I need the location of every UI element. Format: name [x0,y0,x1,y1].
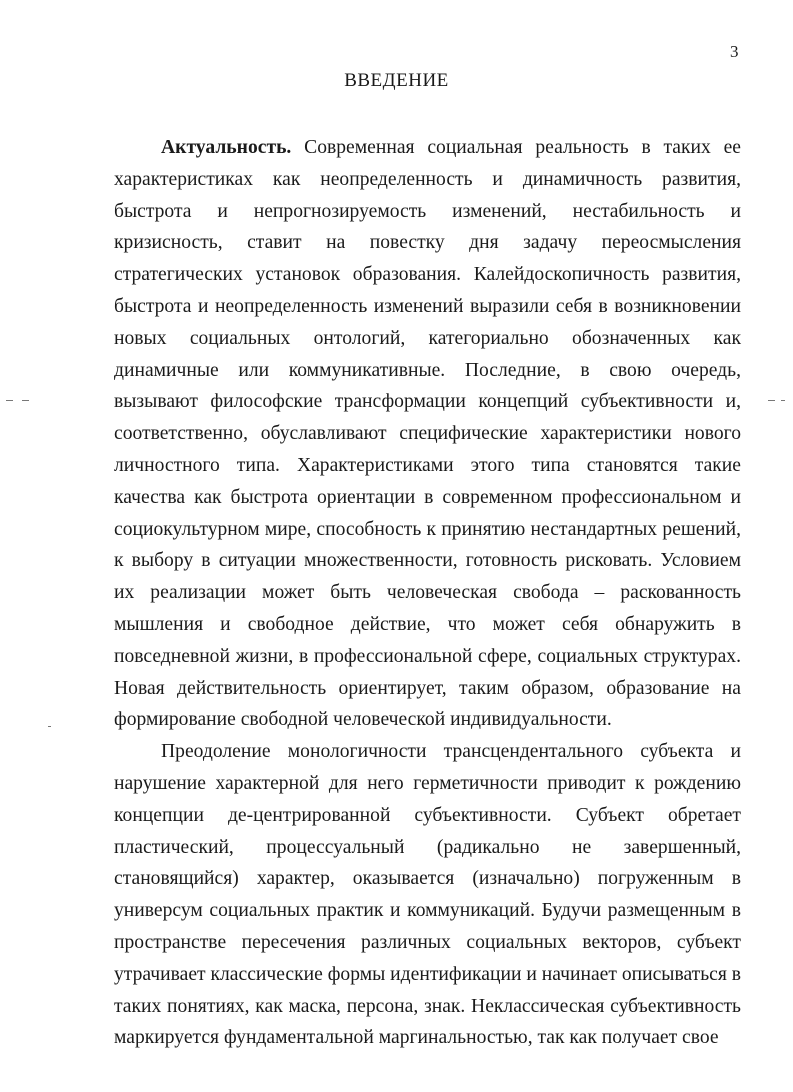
page-number: 3 [730,42,739,61]
scan-mark-right [768,400,775,401]
page-title: ВВЕДЕНИЕ [344,70,449,91]
scan-mark-left-2 [22,400,29,401]
paragraph-text: Современная социальная реальность в таких ее характеристиках как неопределенность и динамичность развития, быстрота и непрогнозируемость изменений, нестабильность и кризисность, ставит на повестку дня задачу переосмысления стратегических установок образования. Калейдоскопичность развития, быстрота и неопределенность изменений выразили себя в возникновении новых социальных онтологий, категориально обозначенных как динамичные или коммуникативные. Последние, в свою очередь, вызывают философские трансформации концепций субъективности и, соответственно, обуславливают специфические характеристики нового личностного типа. Характеристиками этого типа становятся такие качества как быстрота ориентации в современном профессиональном и социокультурном мире, способность к принятию нестандартных решений, к выбору в ситуации множественности, готовность рисковать. Условием их реализации может быть человеческая свобода – раскованность мышления и свободное действие, что может себя обнаружить в повседневной жизни, в профессиональной сфере, социальных структурах. Новая действительность ориентирует, таким образом, образование на формирование свободной человеческой индивидуальности. [114,137,741,731]
scan-mark-left [6,400,13,401]
paragraph-lead: Актуальность. [161,137,292,158]
body-text [114,132,741,1054]
paragraph-text: Преодоление монологичности трансцендентального субъекта и нарушение характерной для него герметичности приводит к рождению концепции де-центрированной субъективности. Субъект обретает пластический, процессуальный (радикально не завершенный, становящийся) характер, оказывается (изначально) погруженным в универсум социальных практик и коммуникаций. Будучи размещенным в пространстве пересечения различных социальных векторов, субъект утрачивает классические формы идентификации и начинает описываться в таких понятиях, как маска, персона, знак. Неклассическая субъективность маркируется фундаментальной маргинальностью, так как получает свое [114,741,741,1049]
scan-mark-small [48,726,51,727]
paragraph-relevance [114,132,741,736]
scan-mark-right-2 [781,400,785,401]
paragraph-subjectivity [114,736,741,1054]
